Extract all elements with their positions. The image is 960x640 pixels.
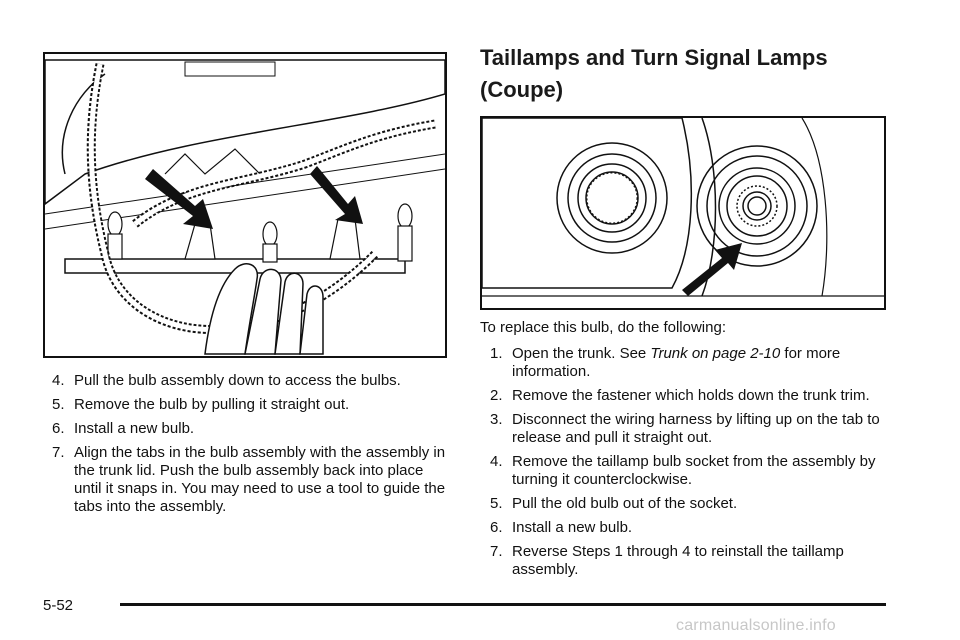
step-text: Pull the bulb assembly down to access the bulbs.: [74, 372, 401, 389]
right-step-list: [490, 345, 895, 585]
list-item: [52, 444, 447, 516]
step-text-after: for more information.: [512, 345, 841, 380]
step-text: Pull the old bulb out of the socket.: [512, 495, 738, 512]
step-text: Remove the bulb by pulling it straight out.: [74, 396, 350, 413]
step-number: 1.: [490, 345, 503, 362]
left-step-list: [52, 372, 447, 522]
list-item: [490, 387, 895, 405]
step-number: 7.: [490, 543, 503, 560]
step-number: 2.: [490, 387, 503, 404]
page-number: 5-52: [43, 597, 74, 614]
step-text-before: Open the trunk. See: [512, 345, 651, 362]
list-item: [490, 411, 895, 447]
taillamp-drawing: [482, 118, 884, 308]
list-item: [490, 345, 895, 381]
step-number: 3.: [490, 411, 503, 428]
step-text: Reverse Steps 1 through 4 to reinstall the taillamp assembly.: [512, 543, 844, 578]
step-text: Align the tabs in the bulb assembly with the assembly in the trunk lid. Push the bulb assembly back into place until it snaps in. You may need to use a tool to guide the tabs into the assembly.: [74, 444, 446, 515]
intro-text: To replace this bulb, do the following:: [480, 319, 726, 336]
list-item: [52, 396, 447, 414]
cross-reference-link[interactable]: Trunk on page 2-10: [650, 345, 781, 362]
step-number: 7.: [52, 444, 65, 461]
list-item: [490, 519, 895, 537]
footer-divider: [120, 603, 886, 606]
step-number: 4.: [52, 372, 65, 389]
step-text: Remove the taillamp bulb socket from the assembly by turning it counterclockwise.: [512, 453, 876, 488]
step-number: 5.: [52, 396, 65, 413]
bulb-assembly-drawing: [45, 54, 445, 356]
list-item: [490, 543, 895, 579]
section-title: Taillamps and Turn Signal Lamps (Coupe): [480, 45, 828, 102]
step-number: 4.: [490, 453, 503, 470]
step-number: 5.: [490, 495, 503, 512]
list-item: [52, 372, 447, 390]
step-number: 6.: [490, 519, 503, 536]
list-item: [52, 420, 447, 438]
list-item: [490, 453, 895, 489]
step-text: Install a new bulb.: [512, 519, 633, 536]
step-text: Remove the fastener which holds down the trunk trim.: [512, 387, 870, 404]
taillamp-illustration: [480, 116, 886, 310]
step-text: Disconnect the wiring harness by lifting up on the tab to release and pull it straight out.: [512, 411, 880, 446]
list-item: [490, 495, 895, 513]
step-number: 6.: [52, 420, 65, 437]
watermark: carmanualsonline.info: [676, 617, 836, 634]
step-text: [512, 345, 895, 381]
step-text: Install a new bulb.: [74, 420, 195, 437]
bulb-assembly-illustration: [43, 52, 447, 358]
